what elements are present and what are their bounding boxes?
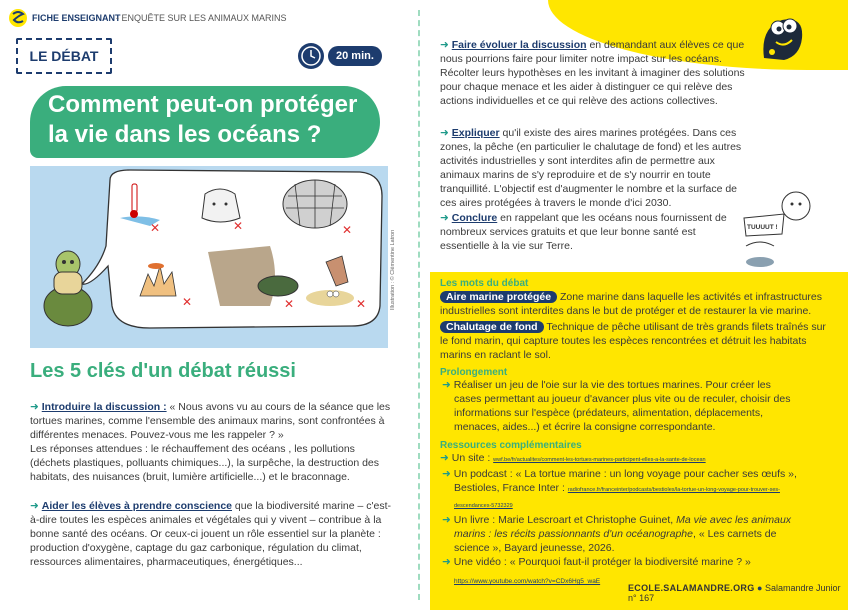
svg-text:✕: ✕: [342, 223, 353, 237]
footer-issue: Salamandre Junior n° 167: [628, 583, 841, 603]
resource-site: [440, 451, 800, 467]
key-1-text: « Nous avons vu au cours de la séance que les tortues marines, comme l'ensemble des animaux marins, sont confrontées à différentes menaces. Pouvez-vous me les rappeler ? »: [30, 401, 391, 441]
words-section: [440, 278, 835, 362]
resources-title: Ressources complémentaires: [440, 440, 582, 451]
word-2-term: Chalutage de fond: [440, 321, 544, 333]
illustration: [30, 166, 388, 348]
word-2-def: Technique de pêche utilisant de très grands filets traînés sur le fond marin, qui capture toutes les espèces rencontrées et détruit les habitats marins en raclant le sol.: [440, 321, 826, 361]
svg-text:✕: ✕: [356, 297, 367, 311]
resource-podcast: [440, 467, 800, 513]
key-item-2: [30, 499, 398, 569]
main-title: [48, 90, 357, 150]
arrow-icon: ➜: [442, 556, 451, 568]
resource-podcast-line2: Bestioles, France Inter :: [454, 482, 565, 494]
key-5-text: en rappelant que les océans nous fournissent de nombreux services gratuits et que leur bonne santé est essentielle à la vie sur Terre.: [440, 212, 727, 252]
arrow-icon: ➜: [440, 452, 449, 464]
word-1-def: Zone marine dans laquelle les activités et infrastructures industrielles sont interdites dans le but de protéger et de restaurer la vie marine.: [440, 291, 823, 317]
key-1-lead: Introduire la discussion :: [41, 401, 167, 413]
footer: [628, 583, 848, 603]
resource-site-link[interactable]: wwf.be/fr/actualites/comment-les-tortues-marines-participent-elles-a-la-sante-de-locean: [493, 457, 706, 463]
resource-video: [440, 555, 800, 569]
key-item-4: [440, 126, 745, 210]
title-banner: [30, 86, 380, 158]
resources-section: [440, 440, 800, 588]
salamander-mascot: [754, 8, 810, 64]
extension-title: Prolongement: [440, 367, 508, 378]
key-4-text: qu'il existe des aires marines protégées. Dans ces zones, la pêche (en particulier le chalutage de fond) et les autres activités industrielles y sont interdites afin de permettre aux animaux marins de s'y reproduire et de s'y nourrir en toute tranquillité. L'objectif est d'augmenter le nombre et la surface de ces aires protégées à travers le monde d'ici 2030.: [440, 127, 742, 209]
svg-text:✕: ✕: [182, 295, 193, 309]
key-item-3: [440, 38, 745, 108]
key-1-answers: Les réponses attendues : le réchauffement des océans , les pollutions (déchets plastiques, polluants chimiques...), la surpêche, la destruction des habitats, des nuisances (bruit, lumière artificielle...) et le braconnage.: [30, 443, 380, 483]
keys-title: Les 5 clés d'un débat réussi: [30, 360, 296, 382]
illustration-credit: Illustration : © Clémentine Latron: [390, 229, 396, 310]
key-4-lead: Expliquer: [451, 127, 500, 139]
arrow-icon: ➜: [440, 127, 449, 139]
main-title-line1: Comment peut-on protéger: [48, 91, 358, 118]
debate-tag: [16, 38, 112, 74]
resource-podcast-label: Un podcast : « La tortue marine : un long voyage pour cacher ses œufs »,: [453, 468, 797, 480]
svg-text:✕: ✕: [150, 221, 161, 235]
word-2: [440, 320, 835, 362]
resource-book-title: Ma vie avec les animaux marins : les récits passionnants d'un océanographe: [454, 514, 792, 540]
extension-body: Réaliser un jeu de l'oie sur la vie des tortues marines. Pour créer les cases permettant au joueur d'avancer plus vite ou de reculer, choisir des informations sur l'espèce (prédateurs, alimentation, déplacements, menaces, aides...) et écrire la consigne correspondante.: [453, 379, 791, 433]
words-title: Les mots du débat: [440, 278, 529, 289]
illustration-credit-wrap: [388, 200, 400, 310]
key-3-lead: Faire évoluer la discussion: [451, 39, 587, 51]
duration-badge: 20 min.: [328, 46, 382, 66]
resource-video-label: Une vidéo : « Pourquoi faut-il protéger la biodiversité marine ? »: [453, 556, 751, 568]
salamandre-logo-icon: [7, 8, 29, 28]
arrow-icon: ➜: [442, 514, 451, 526]
key-2-text: que la biodiversité marine – c'est-à-dire toutes les espèces animales et végétales qui y vivent – contribue à la bonne santé des océans. Or ceux-ci jouent un rôle essentiel sur la planète : production d'oxygène, captage du gaz carbonique, régulation du climat, ressources alimentaires, pharmaceutiques, énergétiques...: [30, 500, 392, 568]
resource-video-link[interactable]: https://www.youtube.com/watch?v=CDx6Hg5_waE: [454, 578, 601, 585]
footer-dot: ●: [757, 583, 765, 593]
footer-site: ECOLE.SALAMANDRE.ORG: [628, 583, 755, 593]
arrow-icon: ➜: [440, 39, 449, 51]
header-badge: FICHE ENSEIGNANT: [32, 13, 121, 23]
header-subtitle: - ENQUÊTE SUR LES ANIMAUX MARINS: [116, 13, 287, 23]
arrow-icon: ➜: [440, 212, 449, 224]
arrow-icon: ➜: [30, 500, 39, 512]
resource-book-label: Un livre : Marie Lescroart et Christophe Guinet,: [453, 514, 674, 526]
key-5-lead: Conclure: [451, 212, 498, 224]
resource-book: [440, 513, 800, 555]
bubble-text: TUUUUT !: [747, 224, 778, 231]
resource-site-label: Un site :: [451, 452, 491, 464]
debate-tag-label: LE DÉBAT: [29, 48, 99, 64]
key-3-text: en demandant aux élèves ce que nous pourrions faire pour limiter notre impact sur les océans. Récolter leurs hypothèses en les invitant à imaginer des solutions pour chaque menace et les aider à distinguer ce qui relève des actions individuelles et ce qui relève des actions collectives.: [440, 39, 745, 107]
extension-text: [440, 378, 800, 434]
page-divider: [418, 10, 420, 600]
resource-podcast-link[interactable]: radiofrance.fr/franceinter/podcasts/bestioles/la-tortue-un-long-voyage-pour-trouver-ses-descendances-5732329: [454, 487, 780, 509]
resource-book-rest: , « Les carnets de science », Bayard jeunesse, 2026.: [454, 528, 777, 554]
word-1-term: Aire marine protégée: [440, 291, 557, 303]
main-title-line2: la vie dans les océans ?: [48, 121, 322, 148]
key-item-1: [30, 400, 398, 484]
word-1: [440, 290, 835, 318]
clock-icon: [298, 43, 324, 69]
key-item-5: [440, 211, 730, 253]
extension-section: [440, 367, 800, 434]
arrow-icon: ➜: [30, 401, 39, 413]
arrow-icon: ➜: [442, 468, 451, 480]
arrow-icon: ➜: [442, 379, 451, 391]
svg-text:✕: ✕: [284, 297, 295, 311]
threats-illustration: [30, 166, 388, 348]
svg-text:✕: ✕: [233, 219, 244, 233]
key-2-lead: Aider les élèves à prendre conscience: [41, 500, 233, 512]
